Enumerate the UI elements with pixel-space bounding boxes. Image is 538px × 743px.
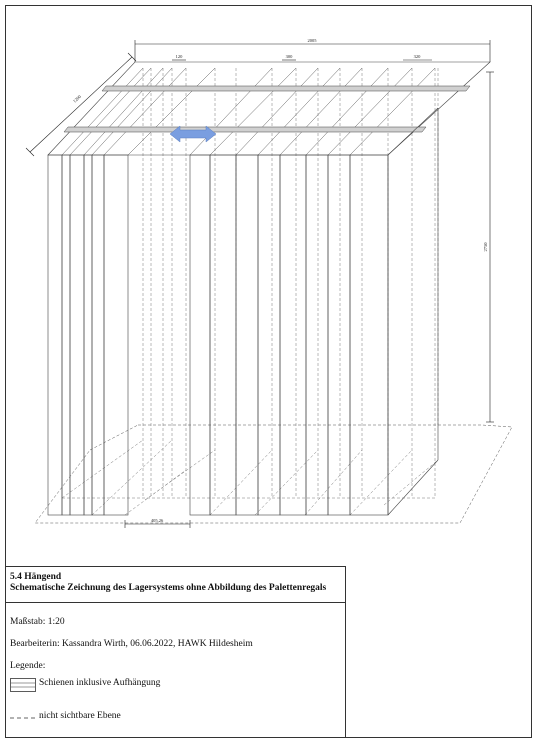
legend-label-hidden-plane: nicht sichtbare Ebene bbox=[39, 711, 121, 721]
top-plane bbox=[48, 62, 490, 155]
dim-spacing-1: 120 bbox=[175, 54, 183, 59]
dim-total-width: 2005 bbox=[307, 38, 317, 43]
legend-heading: Legende: bbox=[10, 661, 46, 671]
dim-height: 2750 bbox=[483, 242, 488, 252]
rail-1 bbox=[102, 86, 470, 91]
dim-bottom-width: 405,26 bbox=[150, 518, 164, 523]
drawing-title: Schematische Zeichnung des Lagersystems ohne Abbildung des Palettenregals bbox=[10, 583, 327, 593]
dimension-lines bbox=[26, 40, 494, 528]
title-block bbox=[5, 566, 346, 738]
floor-outline bbox=[35, 425, 512, 523]
author-label: Bearbeiterin: Kassandra Wirth, 06.06.2022, HAWK Hildesheim bbox=[10, 639, 253, 649]
dashed-line-legend-icon bbox=[10, 711, 36, 725]
dim-spacing-2: 300 bbox=[285, 54, 293, 59]
section-heading: 5.4 Hängend bbox=[10, 572, 62, 582]
title-block-header bbox=[6, 567, 345, 603]
dim-spacing-3: 320 bbox=[413, 54, 421, 59]
scale-label: Maßstab: 1:20 bbox=[10, 617, 65, 627]
legend-label-rails: Schienen inklusive Aufhängung bbox=[39, 678, 161, 688]
front-panels bbox=[48, 108, 438, 515]
top-rack-edges bbox=[62, 68, 435, 155]
rail-legend-icon bbox=[10, 678, 36, 692]
rack-base-dashed bbox=[62, 440, 438, 515]
rail-2 bbox=[64, 127, 426, 132]
dim-depth: 1200 bbox=[71, 94, 83, 104]
